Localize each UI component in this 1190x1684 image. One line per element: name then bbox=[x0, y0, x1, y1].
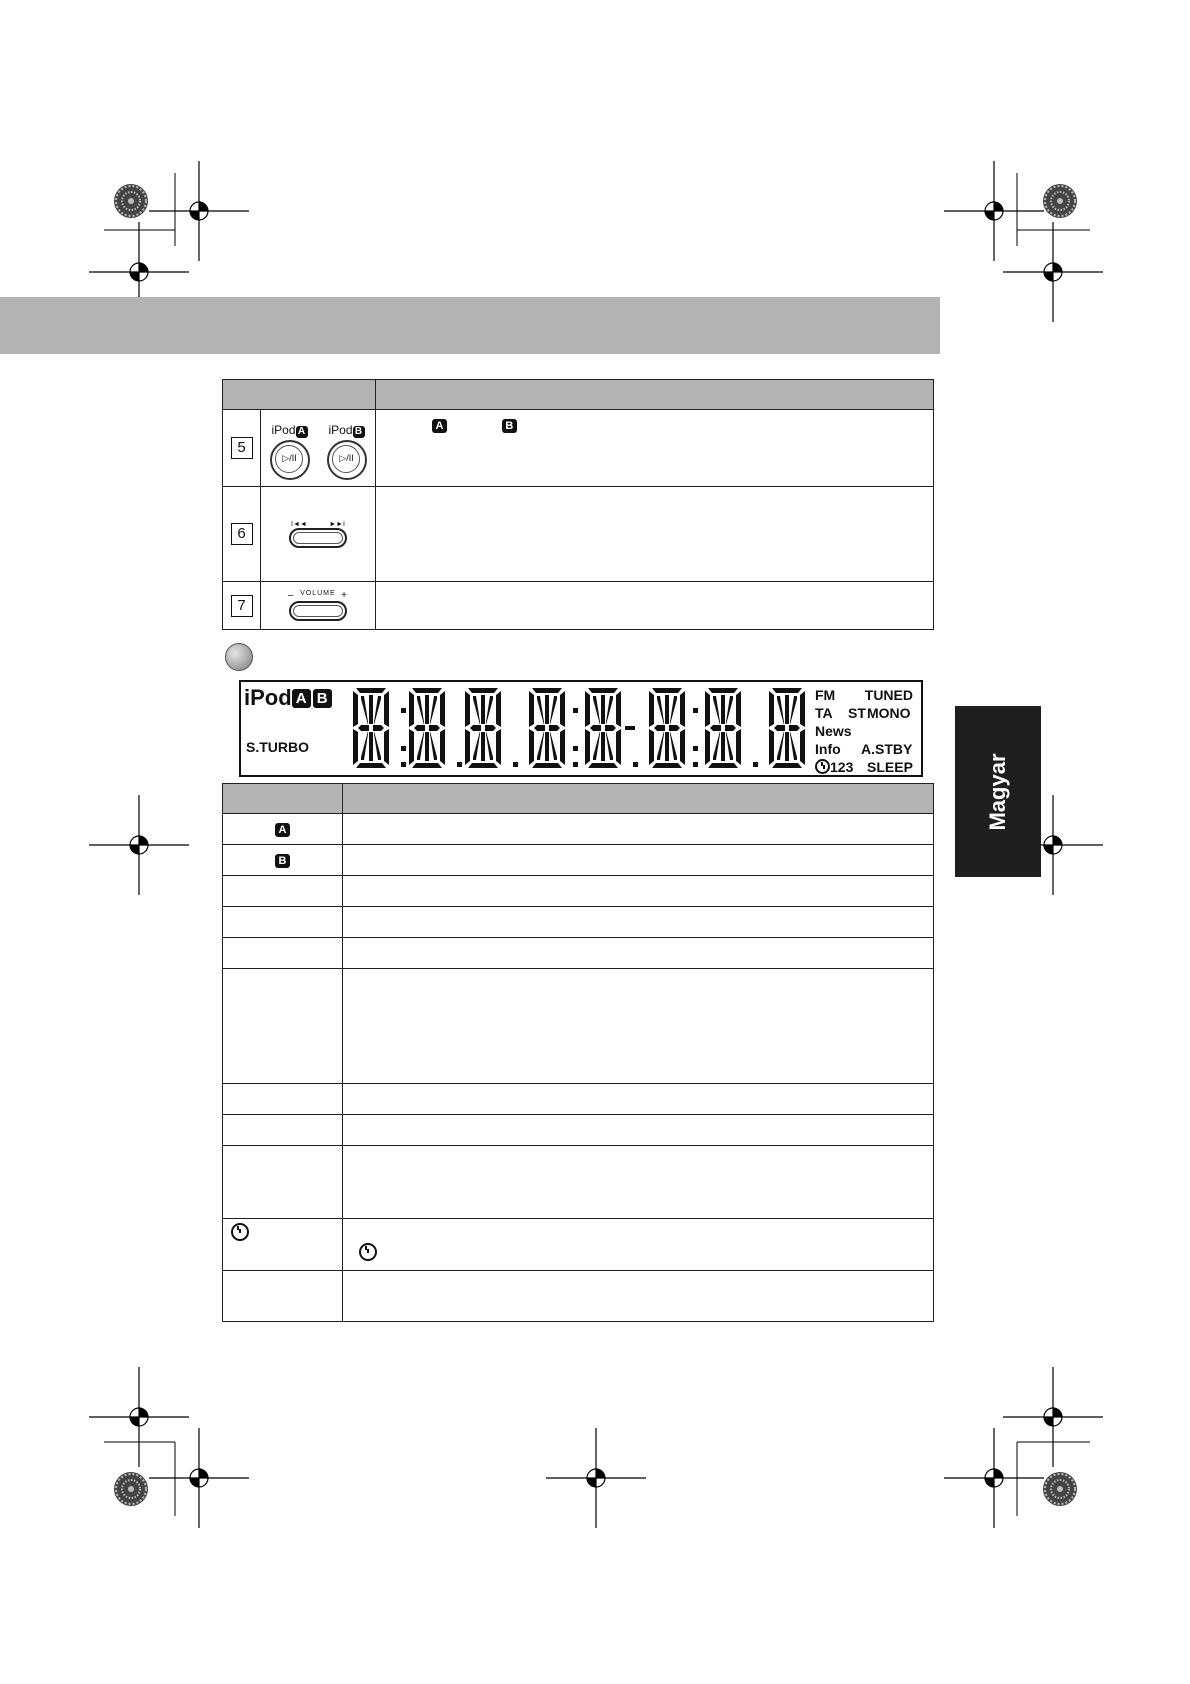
registration-target bbox=[1043, 1472, 1077, 1506]
controls-header-cell bbox=[223, 380, 376, 410]
segment-digit bbox=[465, 688, 501, 768]
registration-crosshair bbox=[944, 1428, 1044, 1528]
registration-crosshair bbox=[1003, 1367, 1103, 1467]
controls-table bbox=[222, 379, 934, 630]
segment-digit bbox=[585, 688, 621, 768]
indicator-st: ST bbox=[848, 705, 866, 721]
registration-target bbox=[114, 1472, 148, 1506]
timer-digits: 123 bbox=[830, 759, 854, 775]
skip-back-icon: I◄◄ bbox=[291, 520, 307, 528]
row-description bbox=[376, 582, 934, 630]
badge-a: A bbox=[275, 823, 290, 837]
segment-separator bbox=[693, 708, 698, 767]
row-description bbox=[376, 487, 934, 582]
item-number: 5 bbox=[231, 437, 253, 459]
segment-separator bbox=[401, 708, 406, 767]
badge-b: B bbox=[353, 426, 365, 438]
indicator-ta: TA bbox=[815, 705, 833, 721]
table-row bbox=[223, 1146, 934, 1219]
skip-buttons bbox=[261, 487, 376, 582]
badge-a: A bbox=[296, 426, 308, 438]
volume-plus-icon: + bbox=[341, 590, 348, 601]
indicator-header-cell bbox=[343, 784, 934, 814]
ipod-a-play-pause-button bbox=[270, 440, 310, 480]
volume-rocker-button bbox=[289, 601, 347, 621]
registration-crosshair bbox=[149, 1428, 249, 1528]
display-badge-b: B bbox=[313, 689, 332, 708]
clock-icon bbox=[815, 759, 830, 774]
ipod-label: iPod bbox=[271, 422, 296, 437]
segment-dash bbox=[625, 726, 635, 730]
indicator-news: News bbox=[815, 723, 852, 739]
volume-minus-icon: – bbox=[288, 590, 295, 601]
registration-crosshair bbox=[149, 161, 249, 261]
table-row bbox=[223, 410, 934, 487]
item-number: 6 bbox=[231, 523, 253, 545]
segment-display bbox=[353, 686, 805, 770]
skip-rocker-button bbox=[289, 528, 347, 548]
clock-icon bbox=[359, 1243, 377, 1261]
table-row bbox=[223, 582, 934, 630]
segment-digit bbox=[353, 688, 389, 768]
row-description bbox=[376, 410, 934, 487]
badge-b: B bbox=[275, 854, 290, 868]
skip-forward-icon: ►►I bbox=[329, 520, 345, 528]
registration-target bbox=[114, 184, 148, 218]
table-row bbox=[223, 907, 934, 938]
display-badge-a: A bbox=[292, 689, 311, 708]
table-row bbox=[223, 876, 934, 907]
play-pause-icon: ▷/II bbox=[339, 452, 354, 463]
table-row bbox=[223, 845, 934, 876]
table-row bbox=[223, 1084, 934, 1115]
registration-crosshair bbox=[89, 795, 189, 895]
registration-crosshair bbox=[89, 1367, 189, 1467]
registration-target bbox=[1043, 184, 1077, 218]
language-tab-label: Magyar bbox=[985, 752, 1010, 831]
indicator-sleep: SLEEP bbox=[867, 759, 913, 775]
display-ipod-label: iPod bbox=[244, 685, 292, 710]
indicator-astby: A.STBY bbox=[861, 741, 913, 757]
play-pause-icon: ▷/II bbox=[282, 452, 297, 463]
display-ipod-indicator bbox=[244, 685, 332, 711]
volume-label: VOLUME bbox=[300, 590, 336, 597]
badge-a: A bbox=[432, 419, 447, 433]
segment-digit bbox=[529, 688, 565, 768]
segment-separator bbox=[633, 762, 638, 767]
segment-digit bbox=[705, 688, 741, 768]
segment-digit bbox=[769, 688, 805, 768]
ipod-b-play-pause-button bbox=[327, 440, 367, 480]
indicator-mono: MONO bbox=[867, 705, 911, 721]
indicator-timer bbox=[815, 759, 853, 775]
indicator-table bbox=[222, 783, 934, 1322]
table-row bbox=[223, 1219, 934, 1271]
table-row bbox=[223, 1115, 934, 1146]
table-row bbox=[223, 969, 934, 1084]
indicator-header-cell bbox=[223, 784, 343, 814]
table-row bbox=[223, 938, 934, 969]
item-number: 7 bbox=[231, 595, 253, 617]
indicator-tuned: TUNED bbox=[864, 687, 913, 703]
indicator-fm: FM bbox=[815, 687, 836, 703]
display-panel bbox=[239, 680, 923, 777]
clock-icon bbox=[231, 1223, 249, 1241]
segment-digit bbox=[409, 688, 445, 768]
controls-header-cell bbox=[376, 380, 934, 410]
indicator-info: Info bbox=[815, 741, 841, 757]
header-band bbox=[0, 297, 940, 354]
table-row bbox=[223, 487, 934, 582]
ipod-label: iPod bbox=[328, 422, 353, 437]
language-tab bbox=[955, 706, 1041, 877]
ipod-play-buttons bbox=[261, 410, 376, 487]
registration-crosshair bbox=[546, 1428, 646, 1528]
section-bullet-icon bbox=[225, 643, 253, 671]
registration-crosshair bbox=[1003, 222, 1103, 322]
table-row bbox=[223, 1271, 934, 1322]
badge-b: B bbox=[502, 419, 517, 433]
segment-separator bbox=[457, 762, 462, 767]
segment-digits bbox=[353, 686, 805, 770]
registration-crosshair bbox=[944, 161, 1044, 261]
table-row bbox=[223, 814, 934, 845]
segment-separator bbox=[573, 708, 578, 767]
segment-digit bbox=[649, 688, 685, 768]
segment-separator bbox=[753, 762, 758, 767]
display-s-turbo: S.TURBO bbox=[246, 739, 309, 755]
volume-control bbox=[261, 582, 376, 630]
segment-separator bbox=[513, 762, 518, 767]
